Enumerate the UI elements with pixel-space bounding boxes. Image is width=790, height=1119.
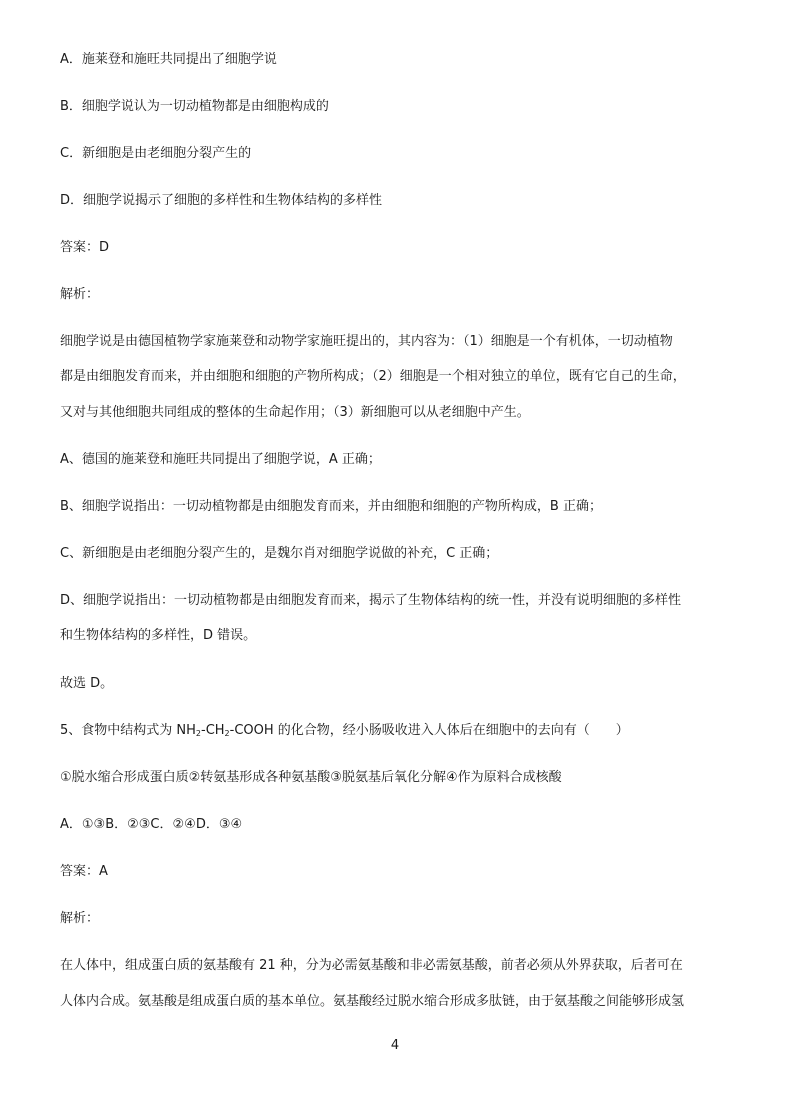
- q5-stem: [60, 723, 740, 742]
- q4-explain-d-line: 和生物体结构的多样性，D 错误。: [60, 628, 257, 643]
- q4-analysis-label: 解析：: [60, 287, 100, 302]
- q4-option-c: C．新细胞是由老细胞分裂产生的: [60, 146, 252, 161]
- q4-explain-b: B、细胞学说指出：一切动植物都是由细胞发育而来，并由细胞和细胞的产物所构成，B 正确；: [60, 499, 602, 514]
- q4-option-b: B．细胞学说认为一切动植物都是由细胞构成的: [60, 99, 329, 114]
- q4-conclusion: 故选 D。: [60, 676, 114, 691]
- q5-subscript: 2: [195, 729, 201, 738]
- q4-analysis-line: 又对与其他细胞共同组成的整体的生命起作用；（3）新细胞可以从老细胞中产生。: [60, 405, 530, 420]
- q4-explain-c: C、新细胞是由老细胞分裂产生的，是魏尔肖对细胞学说做的补充，C 正确；: [60, 546, 499, 561]
- q5-analysis-label: 解析：: [60, 911, 100, 926]
- q5-stem-suffix: -COOH 的化合物，经小肠吸收进入人体后在细胞中的去向有（ ）: [229, 723, 629, 738]
- q5-items: ①脱水缩合形成蛋白质②转氨基形成各种氨基酸③脱氨基后氧化分解④作为原料合成核酸: [60, 770, 562, 785]
- page-number: 4: [390, 1038, 400, 1053]
- q5-stem-mid: -CH: [201, 723, 225, 738]
- q4-analysis-line: 细胞学说是由德国植物学家施莱登和动物学家施旺提出的，其内容为：（1）细胞是一个有机体，一切动植物: [60, 334, 673, 349]
- q4-option-d: D．细胞学说揭示了细胞的多样性和生物体结构的多样性: [60, 193, 383, 208]
- q5-answer: 答案：A: [60, 864, 108, 879]
- q5-choices: A．①③B．②③C．②④D．③④: [60, 817, 243, 832]
- q4-explain-d-line: D、细胞学说指出：一切动植物都是由细胞发育而来，揭示了生物体结构的统一性，并没有说明细胞的多样性: [60, 593, 682, 608]
- q5-stem-prefix: 5、食物中结构式为 NH: [60, 723, 196, 738]
- q4-explain-a: A、德国的施莱登和施旺共同提出了细胞学说，A 正确；: [60, 452, 381, 467]
- q5-analysis-line: 在人体中，组成蛋白质的氨基酸有 21 种，分为必需氨基酸和非必需氨基酸，前者必须从外界获取，后者可在: [60, 958, 683, 973]
- q5-subscript: 2: [224, 729, 230, 738]
- q4-option-a: A．施莱登和施旺共同提出了细胞学说: [60, 52, 277, 67]
- q4-analysis-line: 都是由细胞发育而来，并由细胞和细胞的产物所构成；（2）细胞是一个相对独立的单位，既有它自己的生命，: [60, 369, 686, 384]
- q5-analysis-line: 人体内合成。氨基酸是组成蛋白质的基本单位。氨基酸经过脱水缩合形成多肽链，由于氨基酸之间能够形成氢: [60, 994, 685, 1009]
- q4-answer: 答案：D: [60, 240, 110, 255]
